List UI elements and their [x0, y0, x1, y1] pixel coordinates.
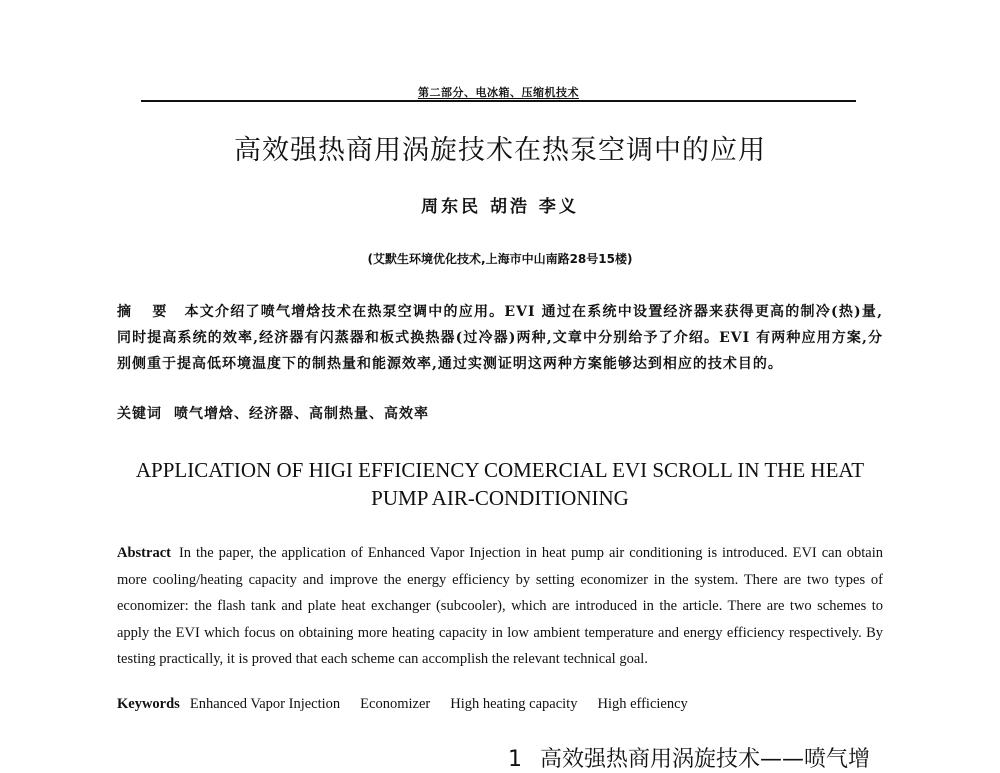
section-number: 1 — [508, 747, 522, 772]
english-title: APPLICATION OF HIGI EFFICIENCY COMERCIAL EVI SCROLL IN THE HEAT PUMP AIR-CONDITIONING — [135, 458, 865, 510]
english-keywords — [117, 696, 883, 713]
chinese-title: 高效强热商用涡旋技术在热泵空调中的应用 — [234, 135, 766, 166]
chinese-keywords-label: 关键词 — [117, 406, 162, 422]
running-header: 第二部分、电冰箱、压缩机技术 — [418, 86, 579, 99]
chinese-keywords-text: 喷气增焓、经济器、高制热量、高效率 — [174, 406, 429, 422]
english-keyword: High heating capacity — [450, 696, 578, 712]
chinese-abstract-text: 本文介绍了喷气增焓技术在热泵空调中的应用。EVI 通过在系统中设置经济器来获得更高的制冷(热)量,同时提高系统的效率,经济器有闪蒸器和板式换热器(过冷器)两种,文章中分别给予了介绍。EVI 有两种应用方案,分别侧重于提高低环境温度下的制热量和能源效率,通过实测证明这两种方案能够达到相应的技术目的。 — [117, 304, 884, 372]
english-abstract-text: In the paper, the application of Enhanced Vapor Injection in heat pump air conditioning is introduced. EVI can obtain more cooling/heating capacity and improve the energy efficiency by setting economizer in the system. There are two types of economizer: the flash tank and plate heat exchanger (subcooler), which are introduced in the article. There are two schemes to apply the EVI which focus on obtaining more heating capacity in low ambient temperature and energy efficiency respectively. By testing practically, it is proved that each scheme can accomplish the relevant technical goal. — [117, 545, 883, 667]
english-keyword: High efficiency — [597, 696, 688, 712]
section-heading — [508, 742, 870, 773]
chinese-abstract — [117, 299, 883, 377]
header-rule — [141, 100, 856, 102]
author-list: 周东民 胡浩 李义 — [421, 197, 579, 217]
english-keyword: Economizer — [360, 696, 431, 712]
english-abstract-label: Abstract — [117, 545, 171, 561]
chinese-abstract-label: 摘 要 — [117, 304, 175, 320]
english-keywords-label: Keywords — [117, 696, 180, 712]
affiliation: (艾默生环境优化技术,上海市中山南路28号15楼) — [367, 252, 633, 266]
chinese-keywords — [117, 403, 883, 423]
section-title: 高效强热商用涡旋技术——喷气增 — [540, 747, 871, 772]
english-abstract — [117, 540, 883, 673]
english-keyword: Enhanced Vapor Injection — [189, 696, 341, 712]
